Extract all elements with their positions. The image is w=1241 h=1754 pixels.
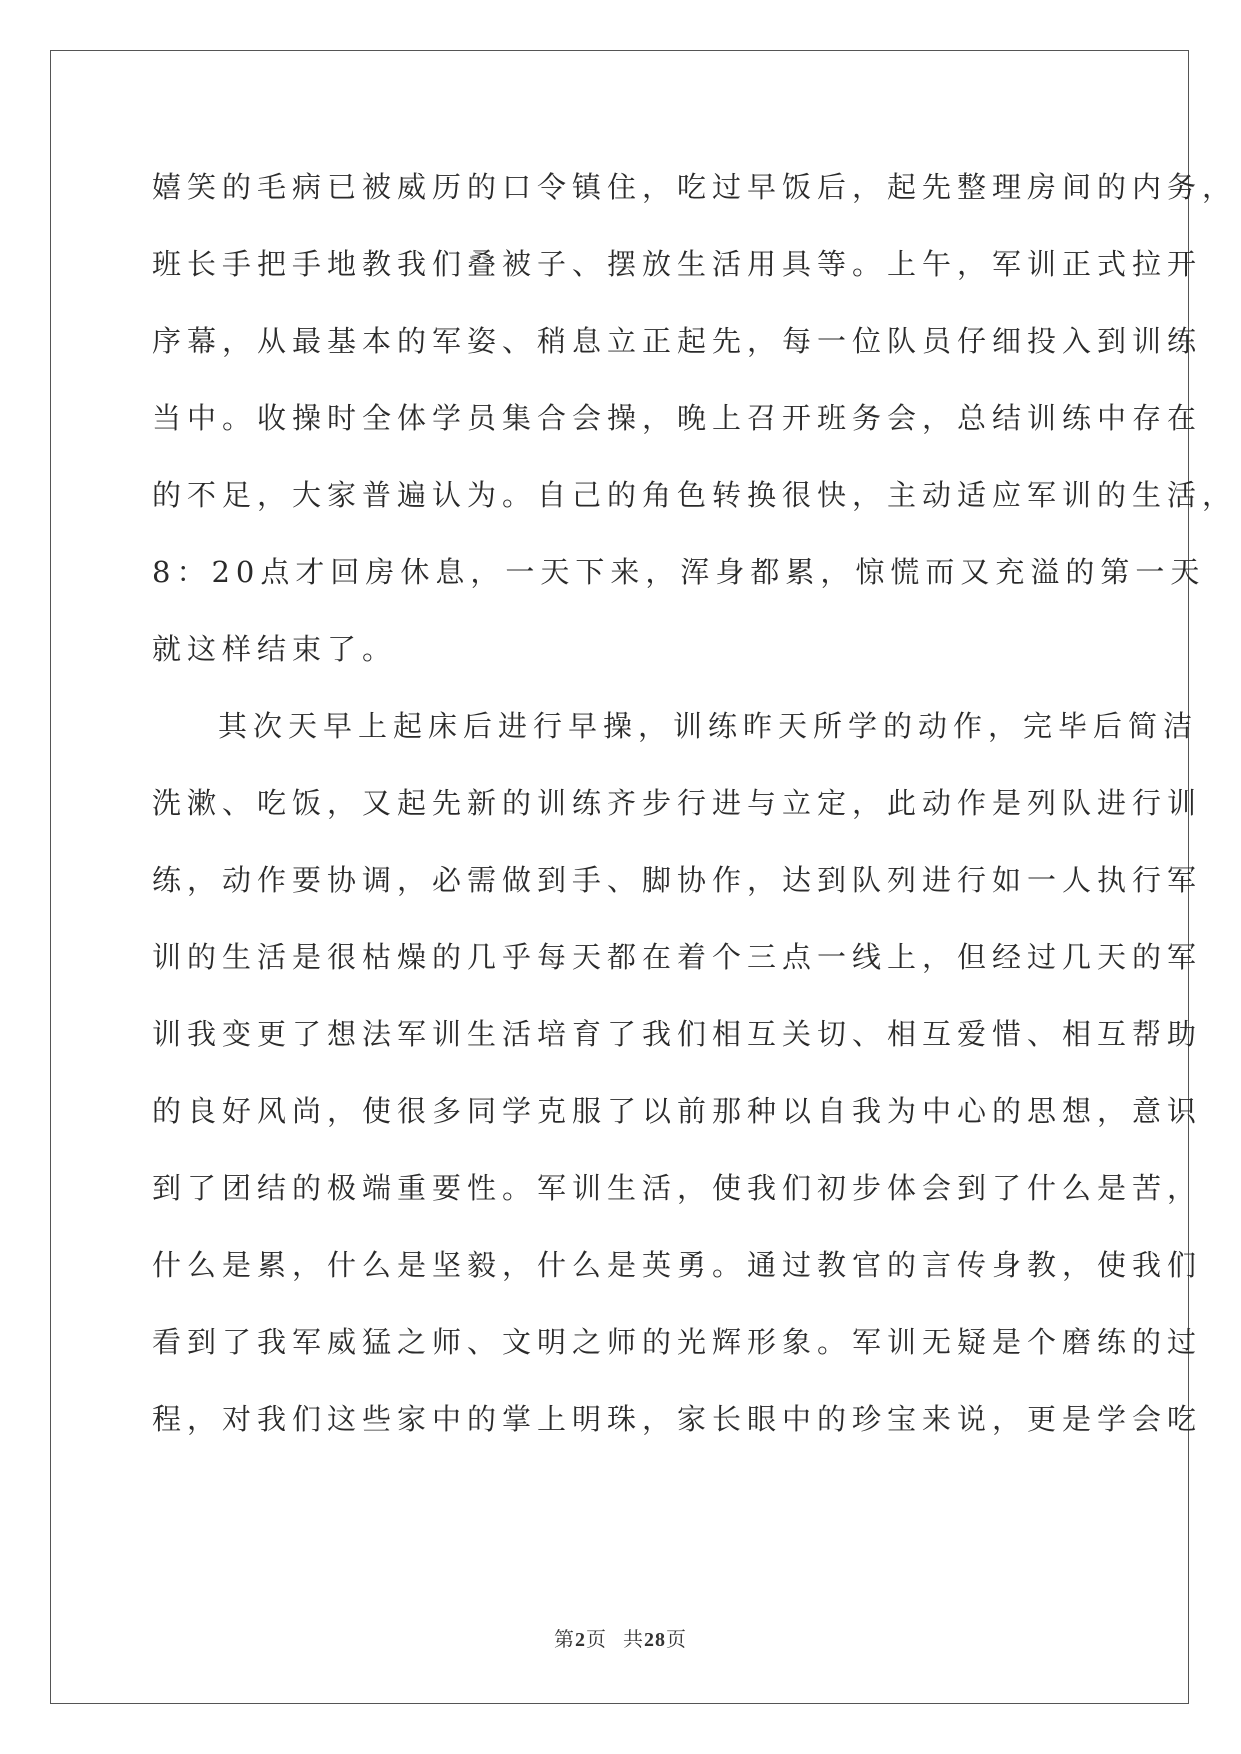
total-pages: 28 — [644, 1629, 666, 1651]
text-line: 序幕，从最基本的军姿、稍息立正起先，每一位队员仔细投入到训练 — [152, 324, 1203, 358]
text-line: 到了团结的极端重要性。军训生活，使我们初步体会到了什么是苦， — [152, 1171, 1203, 1205]
total-prefix: 共 — [623, 1627, 644, 1651]
text-line: 当中。收操时全体学员集合会操，晚上召开班务会，总结训练中存在 — [152, 401, 1203, 435]
text-line: 嬉笑的毛病已被威历的口令镇住，吃过早饭后，起先整理房间的内务， — [152, 170, 1238, 204]
paragraph-start-line: 其次天早上起床后进行早操，训练昨天所学的动作，完毕后简洁 — [218, 709, 1199, 743]
page-number: 2 — [575, 1629, 586, 1651]
page-prefix: 第 — [554, 1627, 575, 1651]
text-line: 的良好风尚，使很多同学克服了以前那种以自我为中心的思想，意识 — [152, 1094, 1203, 1128]
text-line: 班长手把手地教我们叠被子、摆放生活用具等。上午，军训正式拉开 — [152, 247, 1203, 281]
text-line: 8：20点才回房休息，一天下来，浑身都累，惊慌而又充溢的第一天 — [152, 555, 1206, 589]
document-body — [152, 167, 1238, 1476]
text-line: 洗漱、吃饭，又起先新的训练齐步行进与立定，此动作是列队进行训 — [152, 786, 1203, 820]
text-line: 的不足，大家普遍认为。自己的角色转换很快，主动适应军训的生活， — [152, 478, 1238, 512]
text-line: 训我变更了想法军训生活培育了我们相互关切、相互爱惜、相互帮助 — [152, 1017, 1203, 1051]
text-line: 练，动作要协调，必需做到手、脚协作，达到队列进行如一人执行军 — [152, 863, 1203, 897]
total-suffix: 页 — [666, 1627, 687, 1651]
text-line: 程，对我们这些家中的掌上明珠，家长眼中的珍宝来说，更是学会吃 — [152, 1402, 1203, 1436]
text-line: 训的生活是很枯燥的几乎每天都在着个三点一线上，但经过几天的军 — [152, 940, 1203, 974]
page-footer — [0, 1623, 1241, 1652]
text-line: 什么是累，什么是坚毅，什么是英勇。通过教官的言传身教，使我们 — [152, 1248, 1203, 1282]
page-suffix: 页 — [586, 1627, 607, 1651]
text-line: 看到了我军威猛之师、文明之师的光辉形象。军训无疑是个磨练的过 — [152, 1325, 1203, 1359]
text-line: 就这样结束了。 — [152, 632, 398, 666]
